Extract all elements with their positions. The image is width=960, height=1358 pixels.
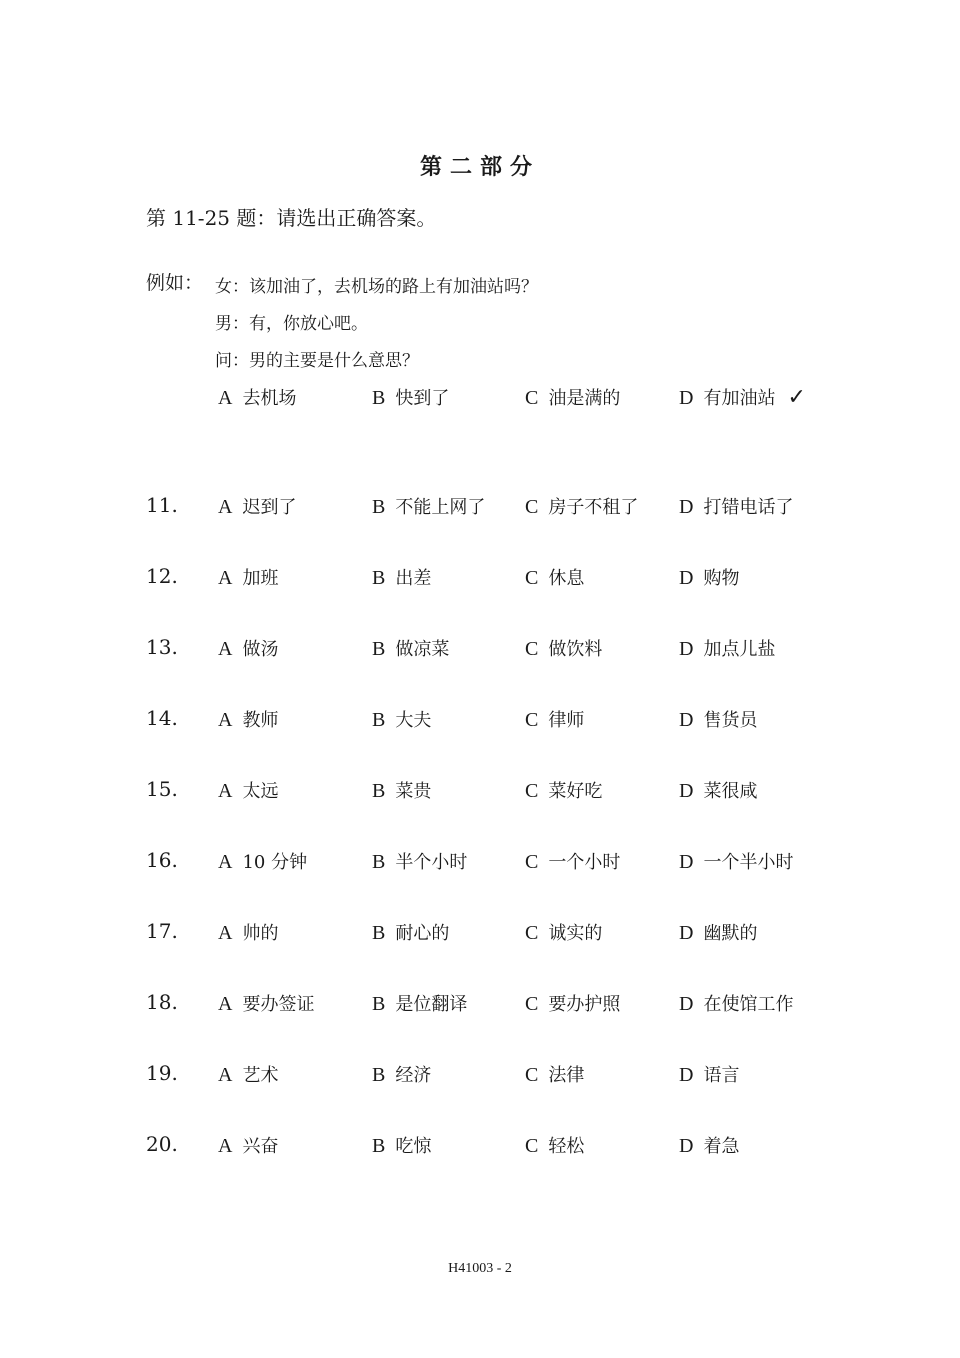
answer-option-c[interactable] [525,1132,584,1158]
example-option-a [218,384,296,410]
answer-option-c[interactable] [525,493,638,519]
option-text: 轻松 [548,1136,585,1157]
option-text: 打错电话了 [703,497,794,518]
question-number: 16. [146,848,178,872]
question-row [0,990,960,1020]
answer-option-a[interactable] [218,1061,278,1087]
option-text: 10 分钟 [242,852,308,873]
option-text: 在使馆工作 [703,994,794,1015]
example-question: 问：男的主要是什么意思？ [215,351,419,371]
option-letter: C [525,1135,539,1157]
option-letter: D [679,780,694,802]
option-text: 要办护照 [548,994,621,1015]
question-row [0,1132,960,1162]
option-text: 兴奋 [242,1136,279,1157]
answer-option-b[interactable] [372,990,467,1016]
example-dialogue-woman: 女：该加油了，去机场的路上有加油站吗？ [215,277,538,297]
option-text: 不能上网了 [395,497,486,518]
answer-option-b[interactable] [372,1061,431,1087]
answer-option-a[interactable] [218,1132,278,1158]
question-number: 18. [146,990,178,1014]
option-letter: A [218,1135,233,1157]
answer-option-d[interactable] [679,777,757,803]
option-text: 帅的 [242,923,279,944]
answer-option-a[interactable] [218,635,278,661]
answer-option-d[interactable] [679,1132,739,1158]
option-letter: C [525,387,539,409]
option-text: 迟到了 [242,497,297,518]
option-text: 一个小时 [548,852,621,873]
answer-option-d[interactable] [679,1061,739,1087]
option-letter: D [679,387,694,409]
option-letter: D [679,1064,694,1086]
answer-option-b[interactable] [372,848,467,874]
option-letter: A [218,638,233,660]
answer-option-a[interactable] [218,706,278,732]
option-text: 要办签证 [242,994,315,1015]
question-row [0,848,960,878]
question-number: 20. [146,1132,178,1156]
answer-option-b[interactable] [372,1132,431,1158]
option-letter: C [525,851,539,873]
example-dialogue-man: 男：有，你放心吧。 [215,314,368,334]
option-letter: D [679,709,694,731]
answer-option-c[interactable] [525,919,602,945]
page-footer: H41003 - 2 [448,1261,512,1276]
answer-option-a[interactable] [218,990,314,1016]
answer-option-c[interactable] [525,990,620,1016]
option-letter: B [372,1064,386,1086]
answer-option-a[interactable] [218,493,296,519]
answer-option-b[interactable] [372,635,449,661]
option-text: 购物 [703,568,740,589]
option-text: 做凉菜 [395,639,450,660]
answer-option-d[interactable] [679,635,775,661]
option-text: 有加油站 [703,388,776,409]
option-text: 做汤 [242,639,279,660]
option-text: 售货员 [703,710,758,731]
option-text: 出差 [395,568,432,589]
question-number: 11. [146,493,178,517]
option-letter: B [372,1135,386,1157]
example-option-b [372,384,449,410]
option-letter: C [525,709,539,731]
answer-option-c[interactable] [525,635,602,661]
option-text: 房子不租了 [548,497,639,518]
option-letter: D [679,1135,694,1157]
example-label: 例如： [146,272,204,294]
option-text: 艺术 [242,1065,279,1086]
option-letter: D [679,922,694,944]
option-letter: B [372,922,386,944]
question-number: 14. [146,706,178,730]
option-letter: C [525,1064,539,1086]
option-letter: C [525,496,539,518]
question-number: 19. [146,1061,178,1085]
option-letter: B [372,638,386,660]
option-letter: C [525,922,539,944]
option-letter: C [525,993,539,1015]
option-letter: C [525,638,539,660]
answer-option-b[interactable] [372,706,431,732]
option-letter: B [372,496,386,518]
option-letter: D [679,638,694,660]
answer-option-d[interactable] [679,990,793,1016]
option-letter: A [218,1064,233,1086]
option-text: 幽默的 [703,923,758,944]
option-letter: A [218,567,233,589]
option-text: 做饮料 [548,639,603,660]
option-text: 休息 [548,568,585,589]
option-letter: D [679,567,694,589]
option-text: 太远 [242,781,279,802]
option-letter: C [525,780,539,802]
question-row [0,919,960,949]
option-text: 耐心的 [395,923,450,944]
option-text: 菜好吃 [548,781,603,802]
option-letter: A [218,993,233,1015]
answer-option-b[interactable] [372,493,485,519]
question-row [0,635,960,665]
answer-option-a[interactable] [218,848,307,874]
option-letter: A [218,387,233,409]
option-letter: A [218,780,233,802]
option-letter: B [372,993,386,1015]
option-text: 着急 [703,1136,740,1157]
option-letter: B [372,851,386,873]
question-number: 13. [146,635,178,659]
answer-option-c[interactable] [525,706,584,732]
option-letter: A [218,922,233,944]
answer-option-a[interactable] [218,564,278,590]
option-letter: D [679,851,694,873]
question-row [0,493,960,523]
option-text: 经济 [395,1065,432,1086]
example-option-c [525,384,620,410]
answer-option-c[interactable] [525,564,584,590]
option-text: 语言 [703,1065,740,1086]
answer-option-c[interactable] [525,848,620,874]
answer-option-d[interactable] [679,919,757,945]
option-text: 菜很咸 [703,781,758,802]
option-text: 快到了 [395,388,450,409]
option-text: 律师 [548,710,585,731]
option-letter: B [372,387,386,409]
option-letter: D [679,496,694,518]
option-text: 油是满的 [548,388,621,409]
example-options [0,384,960,414]
answer-option-a[interactable] [218,919,278,945]
answer-option-a[interactable] [218,777,278,803]
option-letter: B [372,780,386,802]
answer-option-d[interactable] [679,493,793,519]
answer-option-b[interactable] [372,564,431,590]
question-row [0,1061,960,1091]
question-row [0,777,960,807]
question-number: 15. [146,777,178,801]
question-row [0,706,960,736]
option-letter: D [679,993,694,1015]
option-letter: A [218,496,233,518]
option-text: 是位翻译 [395,994,468,1015]
instruction-text: 第 11-25 题：请选出正确答案。 [146,206,437,230]
question-number: 17. [146,919,178,943]
answer-option-b[interactable] [372,919,449,945]
option-letter: A [218,851,233,873]
option-text: 加点儿盐 [703,639,776,660]
answer-option-c[interactable] [525,777,602,803]
answer-option-b[interactable] [372,777,431,803]
option-letter: B [372,709,386,731]
option-text: 教师 [242,710,279,731]
option-text: 去机场 [242,388,297,409]
option-letter: C [525,567,539,589]
question-row [0,564,960,594]
checkmark-icon: ✓ [787,385,806,410]
option-text: 法律 [548,1065,585,1086]
answer-option-d[interactable] [679,848,793,874]
answer-option-d[interactable] [679,706,757,732]
option-text: 加班 [242,568,279,589]
answer-option-c[interactable] [525,1061,584,1087]
section-title: 第二部分 [419,155,540,180]
example-option-d [679,384,806,410]
option-letter: A [218,709,233,731]
option-letter: B [372,567,386,589]
option-text: 菜贵 [395,781,432,802]
option-text: 诚实的 [548,923,603,944]
option-text: 大夫 [395,710,432,731]
answer-option-d[interactable] [679,564,739,590]
option-text: 吃惊 [395,1136,432,1157]
option-text: 一个半小时 [703,852,794,873]
question-number: 12. [146,564,178,588]
option-text: 半个小时 [395,852,468,873]
